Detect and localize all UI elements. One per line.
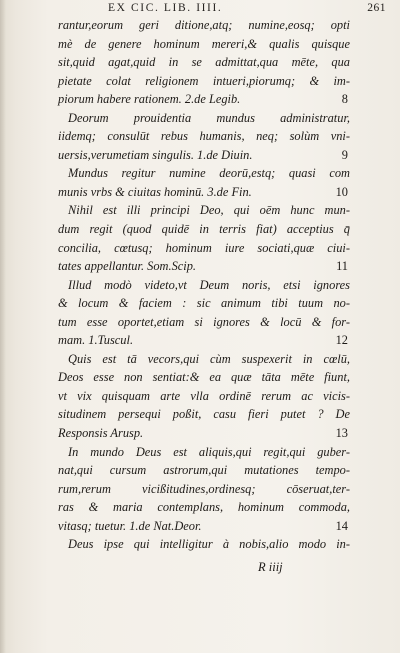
text-line	[58, 443, 350, 462]
line-text: dum regit (quod quidē in terris fiat) acceptius q̄	[58, 222, 350, 237]
section-number: 11	[336, 259, 348, 274]
text-line	[58, 53, 350, 72]
text-line	[58, 405, 350, 424]
text-line	[58, 517, 350, 536]
line-text: Deus ipse qui intelligitur à nobis,alio modo in-	[68, 537, 350, 552]
line-text: rantur,eorum geri ditione,atq; numine,eosq; opti	[58, 18, 350, 32]
line-text: In mundo Deus est aliquis,qui regit,qui guber-	[68, 444, 350, 459]
text-line	[58, 387, 350, 406]
text-line	[58, 146, 350, 165]
text-line	[58, 498, 350, 517]
line-text: pietate colat religionem intueri,piorumq; & im-	[58, 73, 350, 88]
text-line	[58, 313, 350, 332]
section-number: 12	[335, 333, 348, 348]
text-block	[58, 16, 350, 554]
text-line	[58, 72, 350, 91]
line-text: iidemq; consulūt rebus humanis, neq; solùm vni-	[58, 129, 350, 144]
line-text: rum,rerum vicißitudines,ordinesq; cōseruat,ter-	[58, 481, 350, 496]
text-line	[58, 294, 350, 313]
text-line	[58, 35, 350, 54]
text-line	[58, 257, 350, 276]
text-line	[58, 16, 350, 35]
text-line	[58, 109, 350, 128]
section-number: 8	[341, 92, 348, 107]
line-text: tum esse oportet,etiam si ignores & locū & for-	[58, 314, 350, 329]
section-number: 13	[335, 426, 348, 441]
text-line	[58, 127, 350, 146]
text-line	[58, 90, 350, 109]
line-text: Deorum prouidentia mundus administratur,	[68, 110, 350, 125]
text-line	[58, 239, 350, 258]
text-line	[58, 535, 350, 554]
line-text: uersis,verumetiam singulis. 1.de Diuin.	[58, 147, 253, 162]
running-head: EX CIC. LIB. IIII.	[108, 2, 223, 14]
page-number: 261	[367, 2, 386, 14]
text-line	[58, 480, 350, 499]
text-line	[58, 201, 350, 220]
text-line	[58, 164, 350, 183]
line-text: situdinem persequi poßit, casu fieri putet ? De	[58, 407, 350, 422]
section-number: 10	[335, 184, 348, 199]
line-text: mam. 1.Tuscul.	[58, 333, 134, 348]
text-line	[58, 368, 350, 387]
line-text: piorum habere rationem. 2.de Legib.	[58, 92, 241, 107]
page-header	[60, 2, 388, 16]
text-line	[58, 183, 350, 202]
line-text: mè de genere hominum mereri,& qualis quisque	[58, 36, 350, 51]
line-text: ras & maria contemplans, hominum commoda,	[58, 500, 350, 515]
section-number: 14	[335, 518, 348, 533]
line-text: nat,qui cursum astrorum,qui mutationes tempo-	[58, 463, 350, 478]
line-text: Illud modò videto,vt Deum noris, etsi ignores	[68, 277, 350, 292]
line-text: vt vix quisquam arte vlla ordinē rerum ac vicis-	[58, 388, 350, 403]
text-line	[58, 220, 350, 239]
line-text: sit,quid agat,quid in se admittat,qua mēte, qua	[58, 55, 350, 70]
signature-mark: R iiij	[258, 560, 283, 574]
line-text: Responsis Arusp.	[58, 426, 144, 441]
text-line	[58, 461, 350, 480]
line-text: concilia, cœtusq; hominum iure sociati,quæ ciui-	[58, 240, 350, 255]
text-line	[58, 276, 350, 295]
text-line	[58, 331, 350, 350]
text-line	[58, 424, 350, 443]
text-line	[58, 350, 350, 369]
line-text: & locum & faciem : sic animum tibi tuum no-	[58, 296, 350, 311]
line-text: Quis est tā vecors,qui cùm suspexerit in cœlū,	[68, 351, 350, 366]
line-text: tates appellantur. Som.Scip.	[58, 259, 197, 274]
section-number: 9	[341, 147, 348, 162]
line-text: vitasq; tuetur. 1.de Nat.Deor.	[58, 518, 202, 533]
line-text: munis vrbs & ciuitas hominū. 3.de Fin.	[58, 184, 252, 199]
line-text: Mundus regitur numine deorū,estq; quasi com	[68, 166, 350, 181]
line-text: Nihil est illi principi Deo, qui oēm hunc mun-	[68, 203, 350, 218]
line-text: Deos esse non sentiat:& ea quæ tāta mēte fiunt,	[58, 370, 350, 385]
